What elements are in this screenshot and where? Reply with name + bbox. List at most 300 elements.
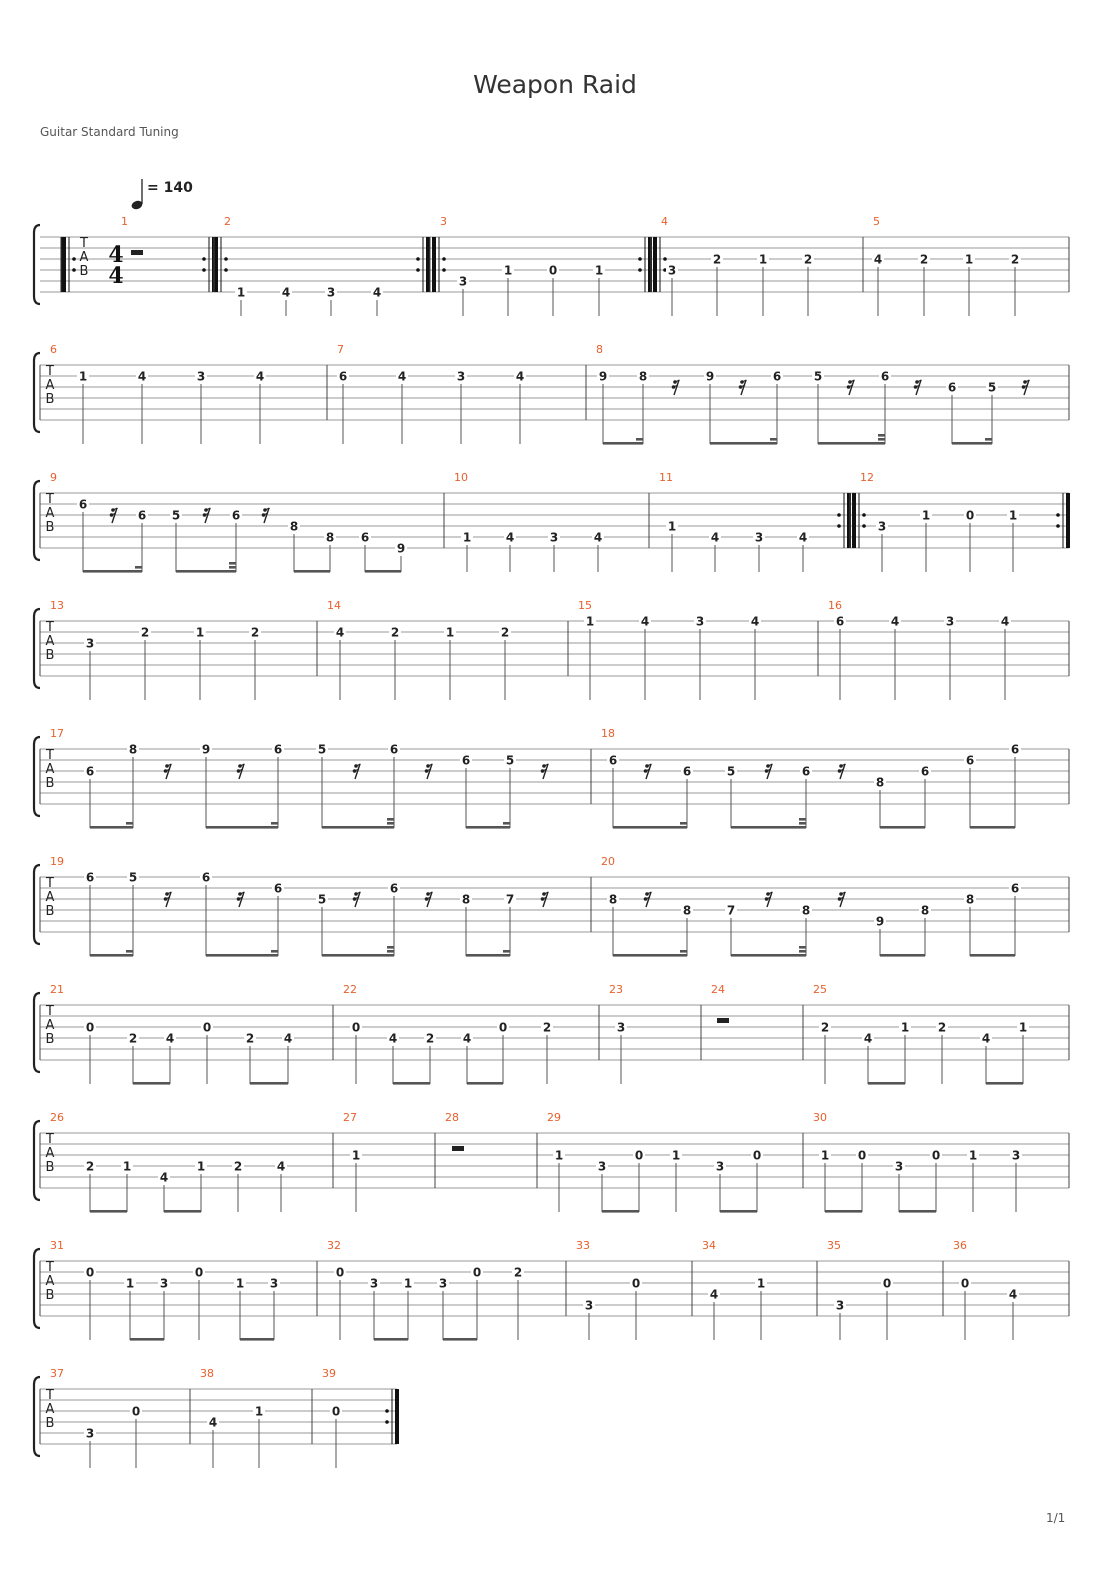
fret-number: 4 [283, 1031, 293, 1046]
fret-number: 1 [968, 1148, 978, 1163]
fret-number: 4 [165, 1031, 175, 1046]
fret-number: 8 [965, 892, 975, 907]
measure-number: 38 [200, 1367, 214, 1380]
beam-partial [387, 822, 394, 825]
tab-label-t: T [46, 876, 54, 891]
beam-partial [126, 950, 133, 953]
fret-number: 4 [750, 614, 760, 629]
repeat-dot [385, 1420, 389, 1424]
tab-label-a: A [45, 1018, 55, 1033]
tab-label-a: A [45, 634, 55, 649]
system-bracket [34, 225, 40, 304]
fret-number: 6 [965, 753, 975, 768]
fret-number: 6 [1010, 742, 1020, 757]
fret-number: 3 [715, 1159, 725, 1174]
fret-number: 2 [542, 1020, 552, 1035]
fret-number: 1 [236, 285, 246, 300]
beam-partial [799, 950, 806, 953]
beam-partial [799, 818, 806, 821]
beam [83, 570, 142, 573]
measure-number: 16 [828, 599, 842, 612]
fret-number: 6 [338, 369, 348, 384]
fret-number: 6 [389, 742, 399, 757]
repeat-dot [416, 268, 420, 272]
fret-number: 8 [128, 742, 138, 757]
fret-number: 4 [208, 1415, 218, 1430]
beam-partial [229, 562, 236, 565]
repeat-dot [837, 524, 841, 528]
fret-number: 3 [269, 1276, 279, 1291]
repeat-dot [837, 513, 841, 517]
fret-number: 3 [458, 274, 468, 289]
fret-number: 3 [326, 285, 336, 300]
tab-label-b: B [79, 264, 89, 279]
tab-label-t: T [80, 236, 88, 251]
repeat-dot [385, 1409, 389, 1413]
fret-number: 6 [85, 764, 95, 779]
beam [602, 1210, 639, 1213]
fret-number: 8 [682, 903, 692, 918]
beam [393, 1082, 430, 1085]
beam [322, 826, 394, 829]
fret-number: 8 [875, 775, 885, 790]
fret-number: 1 [667, 519, 677, 534]
fret-number: 3 [754, 530, 764, 545]
repeat-dot [638, 268, 642, 272]
beam-partial [503, 822, 510, 825]
beam [467, 1082, 503, 1085]
fret-number: 2 [140, 625, 150, 640]
beam [613, 826, 687, 829]
fret-number: 4 [462, 1031, 472, 1046]
fret-number: 3 [667, 263, 677, 278]
fret-number: 3 [549, 530, 559, 545]
beam-partial [135, 566, 142, 569]
beam-partial [126, 822, 133, 825]
fret-number: 1 [964, 252, 974, 267]
fret-number: 4 [798, 530, 808, 545]
repeat-start-thick [62, 237, 66, 292]
measure-number: 36 [953, 1239, 967, 1252]
beam-partial [985, 438, 992, 441]
beam-partial [878, 434, 885, 437]
fret-number: 0 [548, 263, 558, 278]
beam [466, 826, 510, 829]
fret-number: 5 [128, 870, 138, 885]
fret-number: 1 [235, 1276, 245, 1291]
measure-number: 7 [337, 343, 344, 356]
beam [952, 442, 992, 445]
repeat-dot [1056, 513, 1060, 517]
measure-number: 1 [121, 215, 128, 228]
repeat-start-thick [214, 237, 218, 292]
fret-number: 9 [201, 742, 211, 757]
tab-label-a: A [45, 890, 55, 905]
fret-number: 4 [890, 614, 900, 629]
measure-number: 11 [659, 471, 673, 484]
beam [164, 1210, 201, 1213]
fret-number: 5 [813, 369, 823, 384]
fret-number: 1 [351, 1148, 361, 1163]
measure-number: 6 [50, 343, 57, 356]
measure-number: 19 [50, 855, 64, 868]
beam [250, 1082, 288, 1085]
fret-number: 5 [171, 508, 181, 523]
tab-label-t: T [46, 1132, 54, 1147]
repeat-dot [442, 257, 446, 261]
beam [880, 826, 925, 829]
fret-number: 6 [772, 369, 782, 384]
fret-number: 6 [1010, 881, 1020, 896]
beam-partial [878, 438, 885, 441]
repeat-dot [416, 257, 420, 261]
measure-number: 37 [50, 1367, 64, 1380]
fret-number: 8 [289, 519, 299, 534]
tab-label-a: A [45, 762, 55, 777]
fret-number: 1 [196, 1159, 206, 1174]
fret-number: 1 [594, 263, 604, 278]
beam-partial [271, 822, 278, 825]
fret-number: 3 [616, 1020, 626, 1035]
tab-label-b: B [45, 1416, 55, 1431]
beam [374, 1338, 408, 1341]
system-bracket [34, 353, 40, 432]
repeat-dot [202, 257, 206, 261]
beam-partial [680, 950, 687, 953]
half-rest-icon [452, 1146, 464, 1151]
beam [868, 1082, 905, 1085]
tab-label-b: B [45, 1160, 55, 1175]
tab-label-t: T [46, 492, 54, 507]
fret-number: 1 [758, 252, 768, 267]
fret-number: 4 [159, 1170, 169, 1185]
fret-number: 1 [756, 1276, 766, 1291]
measure-number: 18 [601, 727, 615, 740]
measure-number: 33 [576, 1239, 590, 1252]
fret-number: 4 [710, 530, 720, 545]
fret-number: 0 [857, 1148, 867, 1163]
measure-number: 4 [661, 215, 668, 228]
system-bracket [34, 481, 40, 560]
fret-number: 4 [255, 369, 265, 384]
system-bracket [34, 737, 40, 816]
beam [825, 1210, 862, 1213]
fret-number: 0 [202, 1020, 212, 1035]
fret-number: 8 [638, 369, 648, 384]
fret-number: 8 [801, 903, 811, 918]
tab-label-t: T [46, 1260, 54, 1275]
measure-number: 5 [873, 215, 880, 228]
measure-number: 28 [445, 1111, 459, 1124]
measure-number: 30 [813, 1111, 827, 1124]
fret-number: 4 [709, 1287, 719, 1302]
fret-number: 2 [500, 625, 510, 640]
fret-number: 1 [1008, 508, 1018, 523]
fret-number: 4 [397, 369, 407, 384]
measure-number: 24 [711, 983, 725, 996]
fret-number: 3 [835, 1298, 845, 1313]
fret-number: 1 [921, 508, 931, 523]
fret-number: 4 [873, 252, 883, 267]
fret-number: 6 [801, 764, 811, 779]
beam [206, 954, 278, 957]
beam-partial [799, 946, 806, 949]
fret-number: 0 [498, 1020, 508, 1035]
fret-number: 6 [201, 870, 211, 885]
tab-label-b: B [45, 1288, 55, 1303]
fret-number: 1 [554, 1148, 564, 1163]
fret-number: 7 [505, 892, 515, 907]
measure-number: 27 [343, 1111, 357, 1124]
beam-partial [387, 818, 394, 821]
fret-number: 4 [505, 530, 515, 545]
beam [443, 1338, 477, 1341]
system-bracket [34, 1249, 40, 1328]
beam-partial [229, 566, 236, 569]
tab-label-t: T [46, 1388, 54, 1403]
measure-number: 32 [327, 1239, 341, 1252]
fret-number: 3 [584, 1298, 594, 1313]
measure-number: 14 [327, 599, 341, 612]
repeat-dot [862, 513, 866, 517]
fret-number: 3 [877, 519, 887, 534]
fret-number: 2 [128, 1031, 138, 1046]
fret-number: 6 [231, 508, 241, 523]
fret-number: 1 [195, 625, 205, 640]
fret-number: 8 [920, 903, 930, 918]
fret-number: 4 [640, 614, 650, 629]
repeat-dot [1056, 524, 1060, 528]
fret-number: 6 [608, 753, 618, 768]
repeat-dot [224, 268, 228, 272]
fret-number: 1 [503, 263, 513, 278]
fret-number: 0 [752, 1148, 762, 1163]
fret-number: 6 [920, 764, 930, 779]
tab-label-b: B [45, 776, 55, 791]
beam-partial [680, 822, 687, 825]
repeat-dot [862, 524, 866, 528]
fret-number: 8 [325, 530, 335, 545]
fret-number: 9 [598, 369, 608, 384]
fret-number: 1 [254, 1404, 264, 1419]
system-bracket [34, 609, 40, 688]
measure-number: 21 [50, 983, 64, 996]
measure-number: 12 [860, 471, 874, 484]
tab-label-b: B [45, 520, 55, 535]
fret-number: 6 [880, 369, 890, 384]
fret-number: 1 [671, 1148, 681, 1163]
tab-label-b: B [45, 1032, 55, 1047]
measure-number: 17 [50, 727, 64, 740]
fret-number: 0 [882, 1276, 892, 1291]
tab-label-a: A [45, 1402, 55, 1417]
measure-number: 10 [454, 471, 468, 484]
fret-number: 0 [931, 1148, 941, 1163]
beam [466, 954, 510, 957]
beam [970, 826, 1015, 829]
fret-number: 4 [863, 1031, 873, 1046]
tab-label-a: A [45, 506, 55, 521]
measure-number: 35 [827, 1239, 841, 1252]
repeat-start-thick [432, 237, 436, 292]
beam [710, 442, 777, 445]
beam-partial [503, 950, 510, 953]
beam [90, 954, 133, 957]
half-rest-icon [717, 1018, 729, 1023]
measure-number: 15 [578, 599, 592, 612]
fret-number: 6 [461, 753, 471, 768]
tab-label-b: B [45, 392, 55, 407]
beam-partial [770, 438, 777, 441]
fret-number: 1 [403, 1276, 413, 1291]
fret-number: 1 [445, 625, 455, 640]
fret-number: 9 [396, 541, 406, 556]
fret-number: 6 [85, 870, 95, 885]
measure-number: 26 [50, 1111, 64, 1124]
time-signature-top: 4 [108, 242, 124, 268]
fret-number: 5 [317, 742, 327, 757]
fret-number: 1 [78, 369, 88, 384]
repeat-dot [72, 268, 76, 272]
fret-number: 2 [425, 1031, 435, 1046]
fret-number: 6 [360, 530, 370, 545]
fret-number: 2 [820, 1020, 830, 1035]
fret-number: 1 [820, 1148, 830, 1163]
fret-number: 7 [726, 903, 736, 918]
fret-number: 4 [515, 369, 525, 384]
fret-number: 3 [894, 1159, 904, 1174]
fret-number: 3 [456, 369, 466, 384]
repeat-end-thick [1066, 493, 1070, 548]
fret-number: 1 [462, 530, 472, 545]
fret-number: 4 [593, 530, 603, 545]
fret-number: 2 [233, 1159, 243, 1174]
fret-number: 3 [159, 1276, 169, 1291]
repeat-end-thick [426, 237, 430, 292]
repeat-dot [202, 268, 206, 272]
measure-number: 25 [813, 983, 827, 996]
fret-number: 6 [835, 614, 845, 629]
fret-number: 2 [712, 252, 722, 267]
repeat-start-thick [653, 237, 657, 292]
fret-number: 5 [987, 380, 997, 395]
tab-label-a: A [45, 1274, 55, 1289]
system-bracket [34, 993, 40, 1072]
time-signature-bottom: 4 [108, 263, 124, 289]
beam [603, 442, 643, 445]
beam-partial [636, 438, 643, 441]
fret-number: 1 [585, 614, 595, 629]
fret-number: 2 [919, 252, 929, 267]
fret-number: 2 [937, 1020, 947, 1035]
fret-number: 4 [1000, 614, 1010, 629]
fret-number: 3 [438, 1276, 448, 1291]
fret-number: 0 [194, 1265, 204, 1280]
beam [720, 1210, 757, 1213]
fret-number: 5 [317, 892, 327, 907]
fret-number: 3 [695, 614, 705, 629]
fret-number: 6 [273, 742, 283, 757]
beam [240, 1338, 274, 1341]
beam [90, 826, 133, 829]
measure-number: 13 [50, 599, 64, 612]
fret-number: 0 [351, 1020, 361, 1035]
fret-number: 3 [369, 1276, 379, 1291]
beam-partial [271, 950, 278, 953]
fret-number: 4 [137, 369, 147, 384]
tab-label-a: A [45, 378, 55, 393]
fret-number: 1 [125, 1276, 135, 1291]
repeat-dot [442, 268, 446, 272]
beam [322, 954, 394, 957]
system-bracket [34, 1121, 40, 1200]
fret-number: 0 [85, 1265, 95, 1280]
beam-partial [799, 822, 806, 825]
fret-number: 5 [726, 764, 736, 779]
beam [731, 954, 806, 957]
measure-number: 22 [343, 983, 357, 996]
fret-number: 0 [965, 508, 975, 523]
repeat-dot [72, 257, 76, 261]
fret-number: 0 [634, 1148, 644, 1163]
fret-number: 2 [245, 1031, 255, 1046]
beam [986, 1082, 1023, 1085]
fret-number: 2 [85, 1159, 95, 1174]
fret-number: 3 [945, 614, 955, 629]
system-bracket [34, 1377, 40, 1456]
fret-number: 3 [85, 636, 95, 651]
measure-number: 3 [440, 215, 447, 228]
fret-number: 0 [131, 1404, 141, 1419]
repeat-dot [663, 257, 667, 261]
system-bracket [34, 865, 40, 944]
measure-number: 39 [322, 1367, 336, 1380]
beam [130, 1338, 164, 1341]
fret-number: 0 [85, 1020, 95, 1035]
fret-number: 6 [389, 881, 399, 896]
measure-number: 2 [224, 215, 231, 228]
fret-number: 4 [1008, 1287, 1018, 1302]
tab-label-a: A [45, 1146, 55, 1161]
repeat-dot [638, 257, 642, 261]
beam [613, 954, 687, 957]
repeat-dot [224, 257, 228, 261]
beam-partial [387, 946, 394, 949]
fret-number: 0 [960, 1276, 970, 1291]
fret-number: 3 [85, 1426, 95, 1441]
fret-number: 6 [682, 764, 692, 779]
fret-number: 4 [281, 285, 291, 300]
page-number: 1/1 [1046, 1511, 1066, 1525]
tab-label-t: T [46, 620, 54, 635]
fret-number: 6 [137, 508, 147, 523]
beam [133, 1082, 170, 1085]
measure-number: 31 [50, 1239, 64, 1252]
tab-label-t: T [46, 748, 54, 763]
fret-number: 3 [1011, 1148, 1021, 1163]
beam [899, 1210, 936, 1213]
score-title: Weapon Raid [473, 70, 637, 99]
beam [970, 954, 1015, 957]
fret-number: 4 [276, 1159, 286, 1174]
beam [731, 826, 806, 829]
fret-number: 4 [372, 285, 382, 300]
fret-number: 4 [388, 1031, 398, 1046]
fret-number: 9 [875, 914, 885, 929]
measure-number: 34 [702, 1239, 716, 1252]
fret-number: 2 [390, 625, 400, 640]
beam [365, 570, 401, 573]
